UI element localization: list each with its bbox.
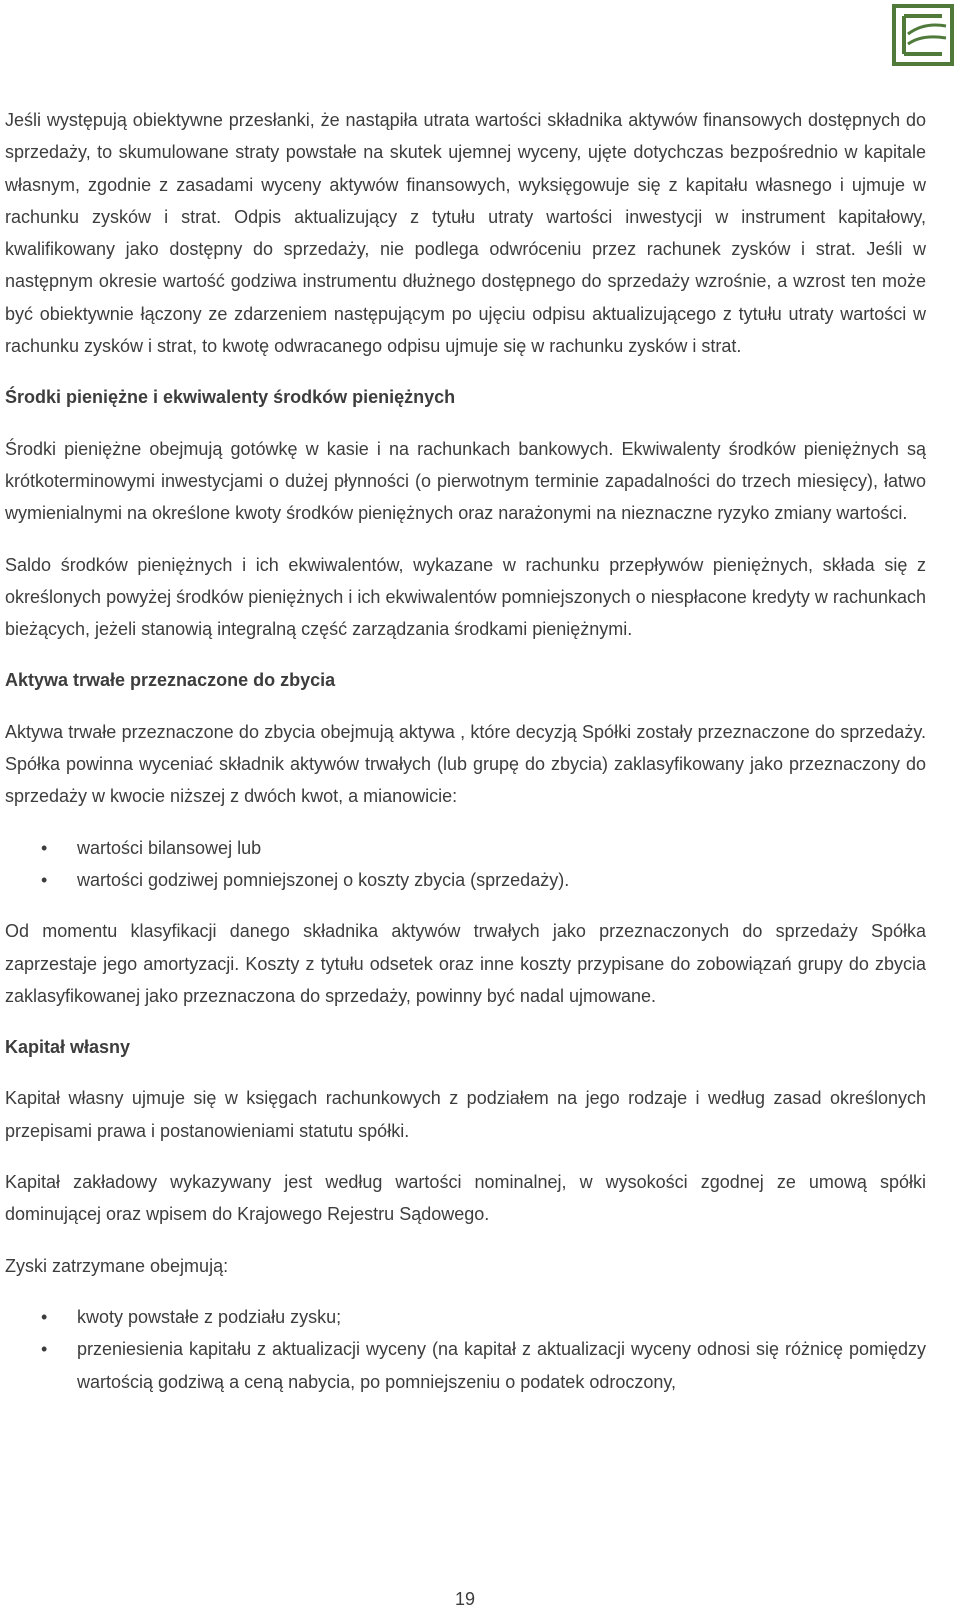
paragraph-cash-balance: Saldo środków pieniężnych i ich ekwiwalentów, wykazane w rachunku przepływów pieniężnych, składa się z określonych powyżej środków pieniężnych i ich ekwiwalentów pomniejszonych o niespłacone kredyty w rachunkach bieżących, jeżeli stanowią integralną część zarządzania środkami pieniężnymi. bbox=[5, 554, 926, 640]
list-item-text: kwoty powstałe z podziału zysku; bbox=[77, 1306, 342, 1327]
page-number: 19 bbox=[454, 1589, 476, 1609]
list-item bbox=[5, 1301, 926, 1333]
paragraph-assets-held-for-sale: Aktywa trwałe przeznaczone do zbycia obejmują aktywa , które decyzją Spółki zostały przeznaczone do sprzedaży. Spółka powinna wyceniać składnik aktywów trwałych (lub grupę do zbycia) zaklasyfikowany jako przeznaczony do sprzedaży w kwocie niższej z dwóch kwot, a mianowicie: bbox=[5, 721, 926, 807]
paragraph-cash-definition: Środki pieniężne obejmują gotówkę w kasie i na rachunkach bankowych. Ekwiwalenty środków pieniężnych są krótkoterminowymi inwestycjami o dużej płynności (o pierwotnym terminie zapadalności do trzech miesięcy), łatwo wymienialnymi na określone kwoty środków pieniężnych oraz narażonymi na nieznaczne ryzyko zmiany wartości. bbox=[5, 438, 926, 524]
paragraph-depreciation: Od momentu klasyfikacji danego składnika aktywów trwałych jako przeznaczonych do sprzedaży Spółka zaprzestaje jego amortyzacji. Koszty z tytułu odsetek oraz inne koszty przypisane do zobowiązań grupy do zbycia zaklasyfikowanej jako przeznaczona do sprzedaży, powinny być nadal ujmowane. bbox=[5, 921, 926, 1006]
heading-cash: Środki pieniężne i ekwiwalenty środków pieniężnych bbox=[5, 387, 456, 408]
paragraph-impairment: Jeśli występują obiektywne przesłanki, że nastąpiła utrata wartości składnika aktywów finansowych dostępnych do sprzedaży, to skumulowane straty powstałe na skutek ujemnej wyceny, ujęte dotychczas bezpośrednio w kapitale własnym, zgodnie z zasadami wyceny aktywów finansowych, wyksięgowuje się z kapitału własnego i ujmuje w rachunku zysków i strat. Odpis aktualizujący z tytułu utraty wartości inwestycji w instrument kapitałowy, kwalifikowany jako dostępny do sprzedaży, nie podlega odwróceniu przez rachunek zysków i strat. Jeśli w następnym okresie wartość godziwa instrumentu dłużnego dostępnego do sprzedaży wzrośnie, a wzrost ten może być obiektywnie łączony ze zdarzeniem następującym po ujęciu odpisu aktualizującego z tytułu utraty wartości w rachunku zysków i strat, to kwotę odwracanego odpisu ujmuje się w rachunku zysków i strat. bbox=[5, 110, 926, 357]
heading-assets-held-for-sale: Aktywa trwałe przeznaczone do zbycia bbox=[5, 670, 336, 691]
list-item-text: wartości godziwej pomniejszonej o koszty zbycia (sprzedaży). bbox=[77, 869, 570, 890]
list-item-text: wartości bilansowej lub bbox=[77, 837, 262, 858]
list-item bbox=[5, 864, 926, 896]
list-item bbox=[5, 1333, 926, 1398]
document-body bbox=[5, 104, 926, 1417]
bullet-icon: • bbox=[41, 837, 48, 858]
bullet-icon: • bbox=[41, 1339, 48, 1360]
heading-equity: Kapitał własny bbox=[5, 1037, 131, 1058]
paragraph-share-capital: Kapitał zakładowy wykazywany jest według wartości nominalnej, w wysokości zgodnej ze umową spółki dominującej oraz wpisem do Krajowego Rejestru Sądowego. bbox=[5, 1172, 926, 1225]
bullet-icon: • bbox=[41, 869, 48, 890]
paragraph-retained-earnings: Zyski zatrzymane obejmują: bbox=[5, 1255, 229, 1276]
paragraph-equity: Kapitał własny ujmuje się w księgach rachunkowych z podziałem na jego rodzaje i według zasad określonych przepisami prawa i postanowieniami statutu spółki. bbox=[5, 1088, 926, 1141]
list-valuation-options bbox=[5, 832, 926, 897]
company-logo-icon bbox=[892, 4, 954, 66]
company-logo-graphic bbox=[892, 4, 954, 66]
bullet-icon: • bbox=[41, 1306, 48, 1327]
list-item-text: przeniesienia kapitału z aktualizacji wyceny (na kapitał z aktualizacji wyceny odnosi się różnicę pomiędzy wartością godziwą a ceną nabycia, po pomniejszeniu o podatek odroczony, bbox=[77, 1339, 926, 1392]
list-item bbox=[5, 832, 926, 864]
list-retained-earnings bbox=[5, 1301, 926, 1398]
